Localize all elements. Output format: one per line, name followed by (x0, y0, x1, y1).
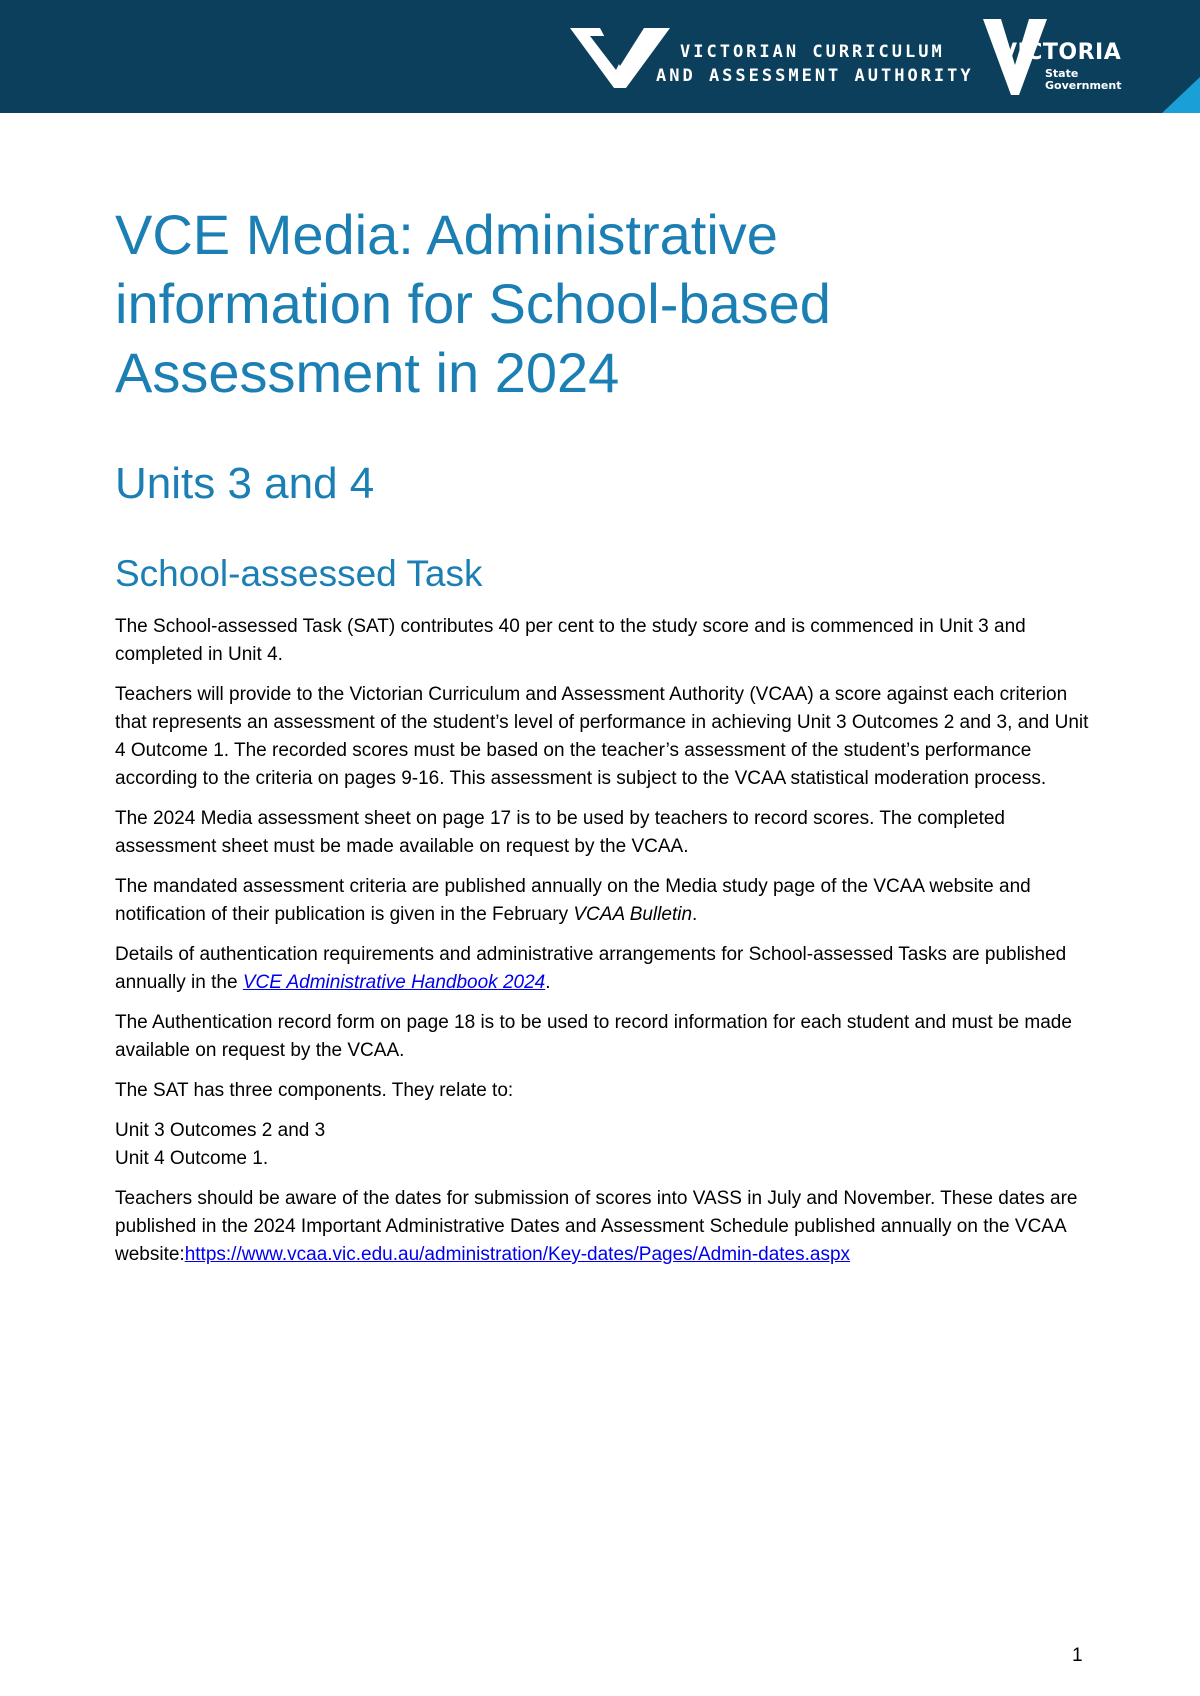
paragraph-sat-components: The SAT has three components. They relate to: (115, 1080, 514, 1101)
page-number: 1 (1072, 1645, 1083, 1666)
units-heading: Units 3 and 4 (115, 459, 375, 508)
authentication-end: . (545, 972, 551, 993)
vcaa-wordmark-line2: AND ASSESSMENT AUTHORITY (656, 66, 974, 86)
criteria-end: . (692, 904, 698, 925)
paragraph-authentication-details (115, 941, 1090, 997)
state-label: State (1045, 67, 1079, 80)
list-item: Unit 4 Outcome 1. (115, 1148, 269, 1169)
authentication-text: Details of authentication requirements and administrative arrangements for School-assessed Tasks are published annually in the (115, 944, 1067, 993)
handbook-link-label: VCE Administrative Handbook 2024 (242, 972, 546, 993)
admin-dates-link[interactable]: https://www.vcaa.vic.edu.au/administration/Key-dates/Pages/Admin-dates.aspx (184, 1244, 851, 1265)
paragraph-mandated-criteria (115, 873, 1090, 929)
vass-dates-text: Teachers should be aware of the dates for submission of scores into VASS in July and November. These dates are published in the 2024 Important Administrative Dates and Assessment Schedule published annually on the VCAA website: (115, 1188, 1078, 1265)
victoria-wordmark: VICTORIA (1000, 40, 1122, 65)
paragraph-assessment-sheet: The 2024 Media assessment sheet on page 17 is to be used by teachers to record scores. The completed assessment sheet must be made available on request by the VCAA. (115, 808, 1006, 857)
section-heading: School-assessed Task (115, 553, 483, 594)
paragraph-vass-dates (115, 1185, 1090, 1269)
bulletin-title: VCAA Bulletin (573, 904, 693, 925)
handbook-link[interactable] (243, 972, 545, 993)
state-government-label (1045, 68, 1121, 92)
document-body (115, 200, 1090, 1281)
document-title: VCE Media: Administrative information for School-based Assessment in 2024 (115, 203, 831, 404)
vcaa-logo-icon (570, 22, 670, 92)
header-band (0, 0, 1200, 113)
paragraph-authentication-form: The Authentication record form on page 18 is to be used to record information for each student and must be made available on request by the VCAA. (115, 1012, 1072, 1061)
vcaa-wordmark (656, 40, 974, 88)
criteria-text: The mandated assessment criteria are published annually on the Media study page of the VCAA website and notification of their publication is given in the February (115, 876, 1031, 925)
vcaa-wordmark-line1: VICTORIAN CURRICULUM (680, 42, 945, 62)
paragraph-teacher-scores: Teachers will provide to the Victorian Curriculum and Assessment Authority (VCAA) a score against each criterion that represents an assessment of the student’s level of performance in achieving Unit 3 Outcomes 2 and 3, and Unit 4 Outcome 1. The recorded scores must be based on the teacher’s assessment of the student’s performance according to the criteria on pages 9-16. This assessment is subject to the VCAA statistical moderation process. (115, 684, 1089, 789)
list-item: Unit 3 Outcomes 2 and 3 (115, 1120, 326, 1141)
paragraph-sat-contribution: The School-assessed Task (SAT) contributes 40 per cent to the study score and is commenced in Unit 3 and completed in Unit 4. (115, 616, 1026, 665)
government-label: Government (1045, 79, 1122, 92)
header-corner-accent (1162, 77, 1200, 113)
components-list (115, 1117, 1090, 1173)
